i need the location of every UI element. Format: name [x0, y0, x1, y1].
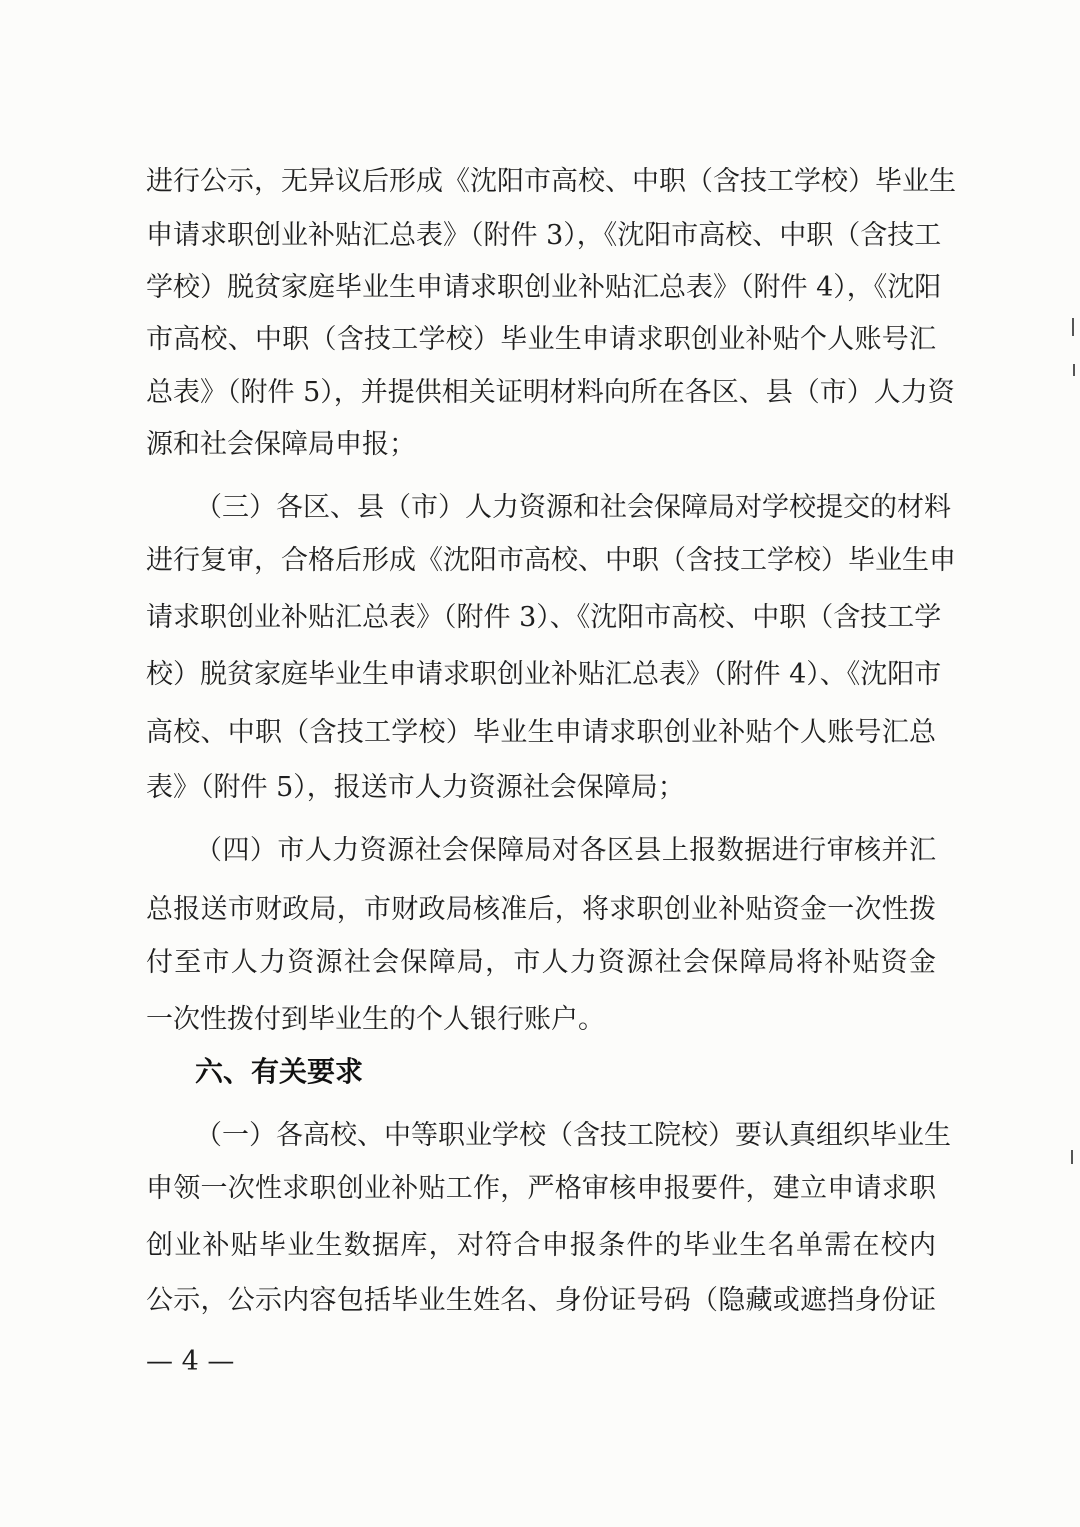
text-line-4: 市高校、中职（含技工学校）毕业生申请求职创业补贴个人账号汇	[146, 324, 936, 355]
text-line-20: 创业补贴毕业生数据库，对符合申报条件的毕业生名单需在校内	[146, 1230, 936, 1261]
text-line-1: 进行公示，无异议后形成《沈阳市高校、中职（含技工学校）毕业生	[146, 166, 956, 197]
text-line-21: 公示，公示内容包括毕业生姓名、身份证号码（隐藏或遮挡身份证	[146, 1285, 936, 1316]
section-heading: 六、有关要求	[195, 1055, 364, 1088]
text-line-13: （四）市人力资源社会保障局对各区县上报数据进行审核并汇	[195, 835, 936, 866]
text-line-14: 总报送市财政局，市财政局核准后，将求职创业补贴资金一次性拨	[146, 894, 936, 925]
text-line-12: 表》（附件 5），报送市人力资源社会保障局；	[146, 772, 685, 803]
scan-artifact	[1073, 364, 1075, 376]
text-line-11: 高校、中职（含技工学校）毕业生申请求职创业补贴个人账号汇总	[146, 717, 936, 748]
page-number: — 4 —	[146, 1346, 235, 1377]
scan-artifact	[1072, 318, 1074, 336]
text-line-5: 总表》（附件 5），并提供相关证明材料向所在各区、县（市）人力资	[146, 377, 955, 408]
text-line-16: 一次性拨付到毕业生的个人银行账户。	[146, 1004, 605, 1035]
text-line-8: 进行复审，合格后形成《沈阳市高校、中职（含技工学校）毕业生申	[146, 545, 956, 576]
text-line-15: 付至市人力资源社会保障局，市人力资源社会保障局将补贴资金	[146, 947, 936, 978]
scan-artifact	[1071, 1150, 1073, 1164]
text-line-3: 学校）脱贫家庭毕业生申请求职创业补贴汇总表》（附件 4），《沈阳	[146, 272, 942, 303]
text-line-10: 校）脱贫家庭毕业生申请求职创业补贴汇总表》（附件 4）、《沈阳市	[146, 659, 942, 690]
text-line-7: （三）各区、县（市）人力资源和社会保障局对学校提交的材料	[195, 492, 951, 523]
text-line-18: （一）各高校、中等职业学校（含技工院校）要认真组织毕业生	[195, 1120, 951, 1151]
text-line-19: 申领一次性求职创业补贴工作，严格审核申报要件，建立申请求职	[146, 1173, 936, 1204]
text-line-2: 申请求职创业补贴汇总表》（附件 3），《沈阳市高校、中职（含技工	[146, 220, 942, 251]
text-line-9: 请求职创业补贴汇总表》（附件 3）、《沈阳市高校、中职（含技工学	[146, 602, 942, 633]
text-line-6: 源和社会保障局申报；	[146, 429, 416, 460]
